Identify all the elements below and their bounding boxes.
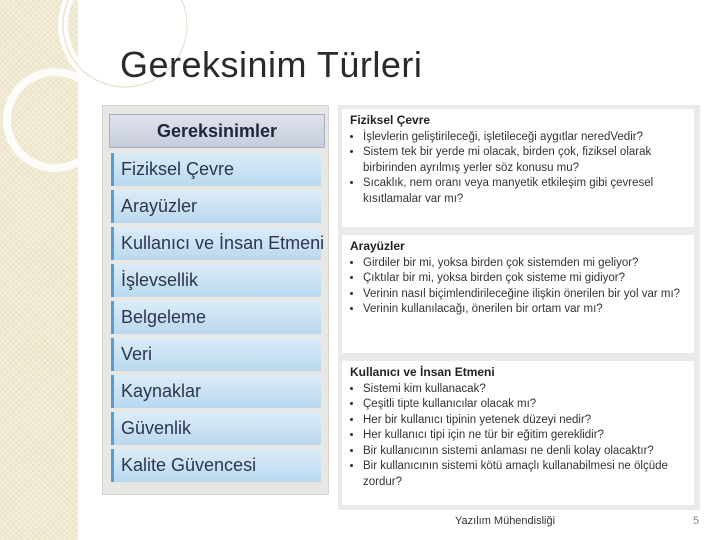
detail-bullet: • Her bir kullanıcı tipinin yetenek düzeyi nedir? [363,413,686,429]
requirements-list-panel [102,105,329,495]
details-panel [338,105,700,510]
requirement-item: Belgeleme [111,301,321,334]
detail-bullet: • Sistem tek bir yerde mi olacak, birden çok, fiziksel olarak birbirinden ayrılmış yerler söz konusu mu? [363,145,686,176]
requirement-item: Kullanıcı ve İnsan Etmeni [111,227,321,260]
detail-box-interfaces [342,235,694,353]
page-number: 5 [693,515,700,527]
detail-box-user-human-factor [342,361,694,505]
detail-box-physical-environment [342,109,694,227]
detail-bullet: • Çıktılar bir mi, yoksa birden çok sisteme mi gidiyor? [363,271,686,287]
detail-bullet: • Sıcaklık, nem oranı veya manyetik etkileşim gibi çevresel kısıtlamalar var mı? [363,176,686,207]
detail-bullet: • Her kullanıcı tipi için ne tür bir eğitim gereklidir? [363,428,686,444]
requirement-item: Kaynaklar [111,375,321,408]
detail-bullet: • Verinin kullanılacağı, önerilen bir ortam var mı? [363,302,686,318]
detail-box-title: Arayüzler [350,239,405,253]
detail-bullet: • Verinin nasıl biçimlendirileceğine ilişkin önerilen bir yol var mı? [363,287,686,303]
requirement-item: Veri [111,338,321,371]
detail-bullet: • İşlevlerin geliştirileceği, işletileceği aygıtlar neredVedir? [363,130,686,146]
detail-bullet: • Girdiler bir mi, yoksa birden çok sistemden mi geliyor? [363,256,686,272]
requirement-item: Kalite Güvencesi [111,449,321,482]
slide-title: Gereksinim Türleri [120,44,423,85]
slide-footer: Yazılım Mühendisliği [455,515,556,527]
detail-box-title: Fiziksel Çevre [350,113,431,127]
requirement-item: Fiziksel Çevre [111,153,321,186]
requirement-item: İşlevsellik [111,264,321,297]
detail-bullet: • Bir kullanıcının sistemi anlaması ne denli kolay olacaktır? [363,444,686,460]
detail-bullet: • Çeşitli tipte kullanıcılar olacak mı? [363,397,686,413]
requirements-figure [102,105,702,510]
requirement-item: Arayüzler [111,190,321,223]
requirements-header: Gereksinimler [109,114,325,148]
requirement-item: Güvenlik [111,412,321,445]
detail-bullet: • Bir kullanıcının sistemi kötü amaçlı kullanabilmesi ne ölçüde zordur? [363,459,686,490]
detail-box-title: Kullanıcı ve İnsan Etmeni [350,365,495,379]
detail-bullet: • Sistemi kim kullanacak? [363,382,686,398]
